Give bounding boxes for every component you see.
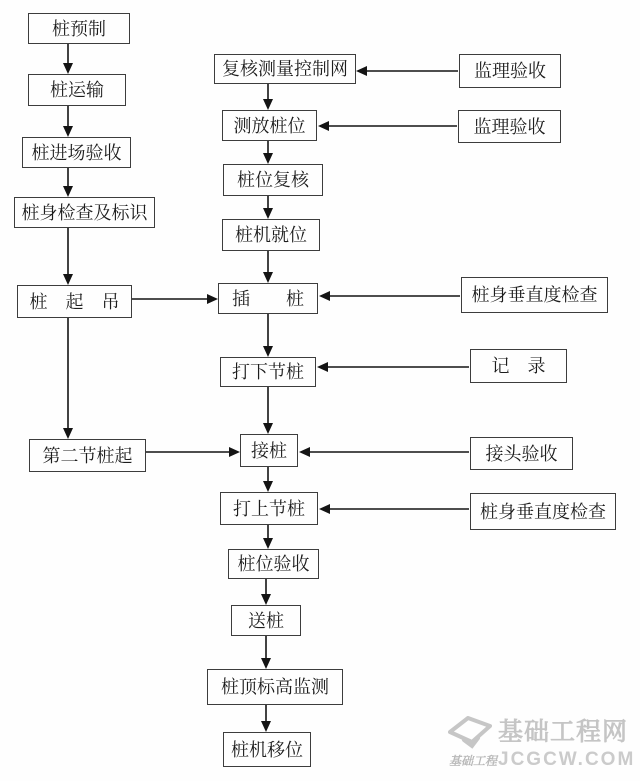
flow-box-second-section-lift: 第二节桩起 xyxy=(29,439,146,472)
flow-box-pile-lifting: 桩 起 吊 xyxy=(17,285,132,318)
flow-box-joint-acceptance: 接头验收 xyxy=(470,437,573,470)
flow-box-top-elevation-monitoring: 桩顶标高监测 xyxy=(207,669,343,705)
flow-box-body-inspection: 桩身检查及标识 xyxy=(14,197,155,228)
flow-box-record: 记 录 xyxy=(470,349,567,383)
flow-box-rig-in-place: 桩机就位 xyxy=(222,219,320,251)
flow-box-drive-upper-section: 打上节桩 xyxy=(220,492,318,525)
watermark-domain: JCGCW.COM xyxy=(498,749,636,770)
flow-box-rig-relocation: 桩机移位 xyxy=(223,732,311,767)
flow-box-pile-prefab: 桩预制 xyxy=(28,13,130,44)
flow-box-supervision-acceptance-2: 监理验收 xyxy=(458,110,561,143)
watermark-script-signature: 基础工程 xyxy=(449,754,498,768)
flow-box-insert-pile: 插 桩 xyxy=(218,283,318,314)
flow-box-verticality-check-2: 桩身垂直度检查 xyxy=(470,493,616,530)
watermark-site-name: 基础工程网 xyxy=(498,718,629,746)
flow-box-set-out-position: 测放桩位 xyxy=(222,110,317,141)
flow-box-send-pile: 送桩 xyxy=(231,605,301,636)
flow-box-survey-control-network: 复核测量控制网 xyxy=(214,54,356,84)
flow-box-position-recheck: 桩位复核 xyxy=(223,164,323,196)
flow-box-pile-transport: 桩运输 xyxy=(28,74,126,106)
watermark xyxy=(446,712,638,774)
flow-box-position-acceptance: 桩位验收 xyxy=(228,549,319,579)
jcgcw-logo-icon xyxy=(448,716,492,752)
flow-box-splice-pile: 接桩 xyxy=(240,434,298,467)
flow-box-supervision-acceptance-1: 监理验收 xyxy=(459,54,561,88)
flow-box-drive-lower-section: 打下节桩 xyxy=(220,357,316,387)
watermark-text-block xyxy=(498,712,635,771)
flow-box-verticality-check-1: 桩身垂直度检查 xyxy=(461,277,608,313)
flow-box-entry-acceptance: 桩进场验收 xyxy=(22,137,131,168)
